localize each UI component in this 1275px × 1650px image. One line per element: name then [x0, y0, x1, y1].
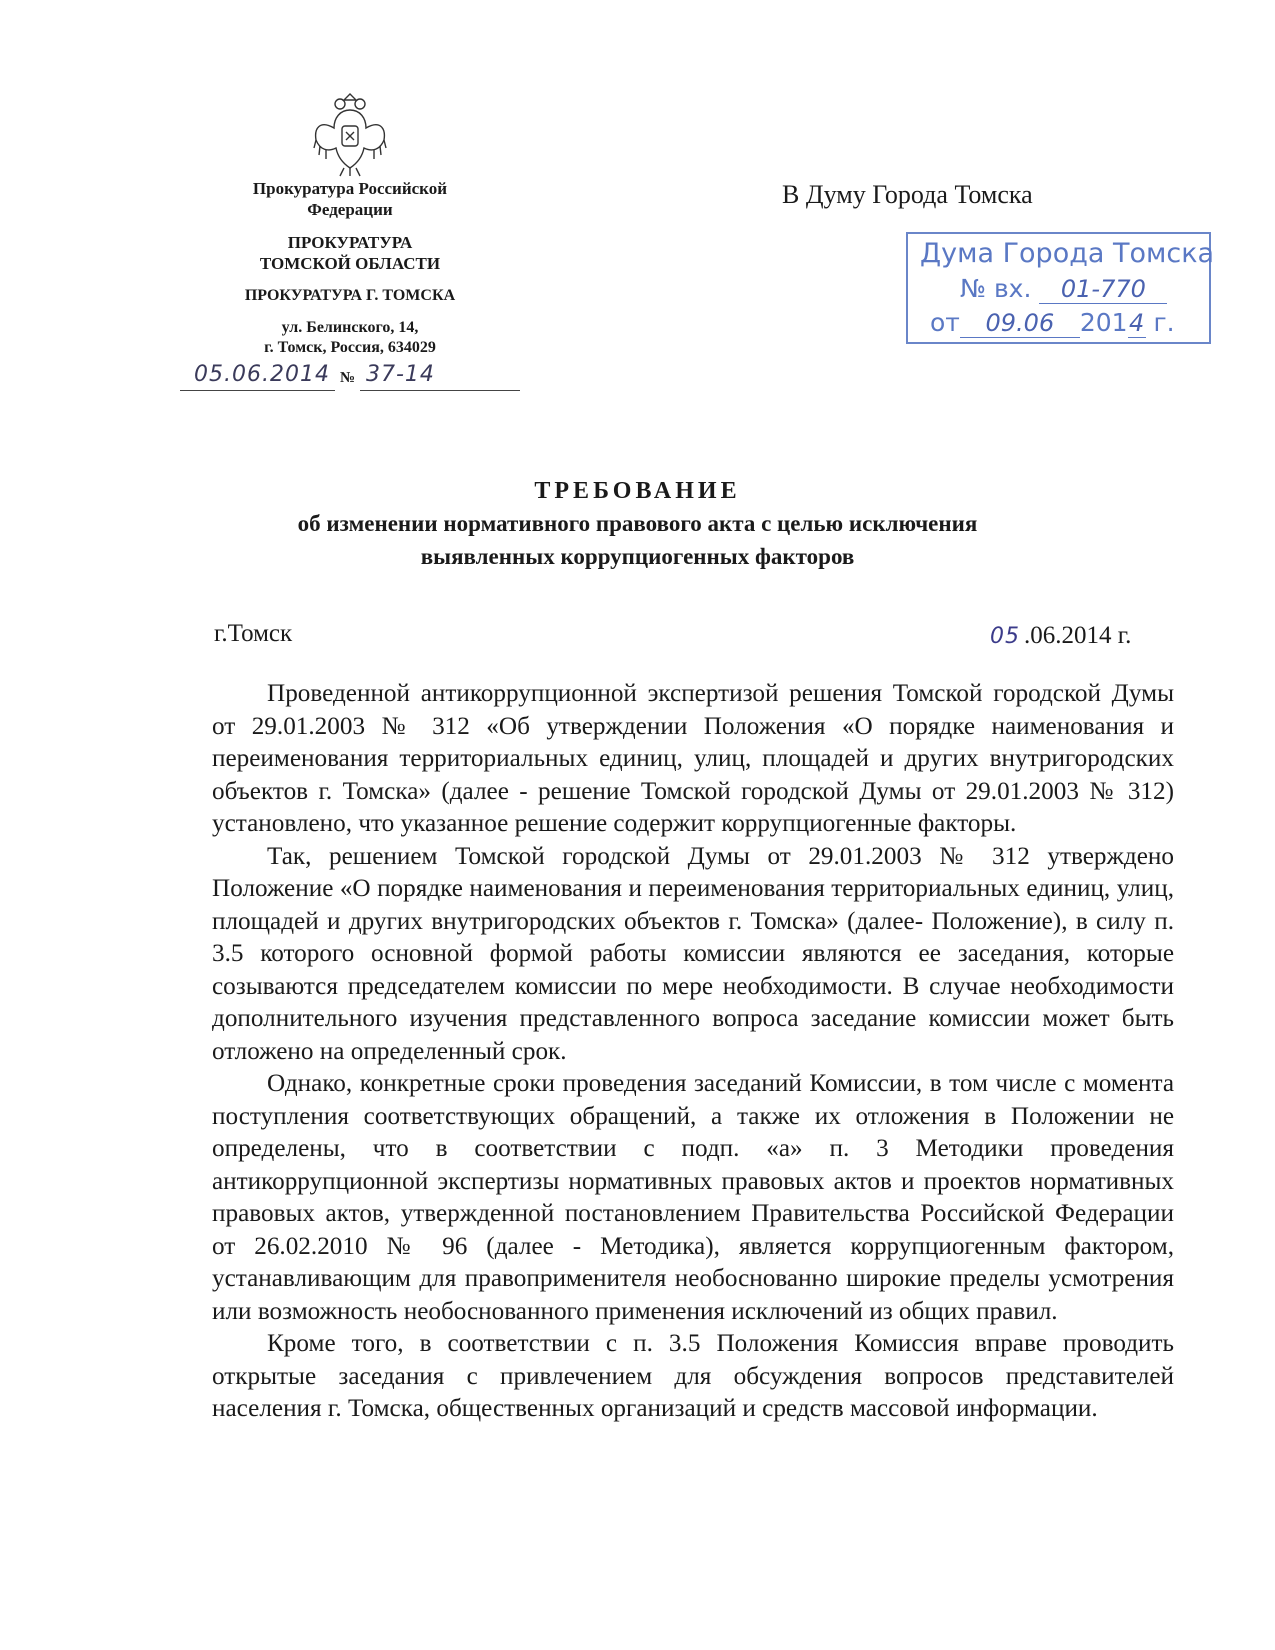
stamp-date-line [930, 308, 1175, 338]
city: г.Томск [214, 620, 293, 647]
paragraph-2: Так, решением Томской городской Думы от 29.01.2003 № 312 утверждено Положение «О порядке наименования и переименования территориальных единиц, улиц, площадей и других внутригородских объектов г. Томска» (далее- Положение), в силу п. 3.5 которого основной формой работы комиссии являются ее заседания, которые созываются председателем комиссии по мере необходимости. В случае необходимости дополнительного изучения представленного вопроса заседание комиссии может быть отложено на определенный срок. [212, 842, 1174, 1065]
document-date [990, 622, 1131, 650]
outgoing-date: 05.06.2014 [194, 362, 330, 387]
sender-address-2: г. Томск, Россия, 634029 [264, 339, 436, 356]
addressee: В Думу Города Томска [782, 180, 1033, 209]
sender-line-4: ТОМСКОЙ ОБЛАСТИ [259, 254, 441, 273]
stamp-from-date: 09.06 [985, 309, 1055, 337]
sender-line-5: ПРОКУРАТУРА Г. ТОМСКА [244, 287, 456, 304]
sender-line-1: Прокуратура Российской [252, 179, 448, 198]
document-title [0, 478, 1275, 573]
outgoing-number: 37-14 [366, 362, 435, 387]
stamp-in-number: 01-770 [1060, 275, 1146, 303]
stamp-from-label: от [930, 308, 960, 337]
paragraph-1: Проведенной антикоррупционной экспертизой решения Томской городской Думы от 29.01.2003 № 312 «Об утверждении Положения «О порядке наименования и переименования территориальных единиц, улиц, площадей и других внутригородских объектов г. Томска» (далее - решение Томской городской Думы от 29.01.2003 № 312) установлено, что указанное решение содержит коррупциогенные факторы. [212, 680, 1174, 837]
paragraph-4: Кроме того, в соответствии с п. 3.5 Положения Комиссия вправе проводить открытые заседания с привлечением для обсуждения вопросов представителей населения г. Томска, общественных организаций и средств массовой информации. [212, 1330, 1174, 1422]
document-body [212, 678, 1174, 1426]
sender-line-2: Федерации [307, 200, 393, 219]
stamp-year-digit: 4 [1128, 309, 1145, 337]
title-line-1: ТРЕБОВАНИЕ [534, 478, 741, 504]
paragraph-3: Однако, конкретные сроки проведения заседаний Комиссии, в том числе с момента поступления соответствующих обращений, а также их отложения в Положении не определены, что в соответствии с подп. «а» п. 3 Методики проведения антикоррупционной экспертизы нормативных правовых актов и проектов нормативных правовых актов, утвержденной постановлением Правительства Российской Федерации от 26.02.2010 № 96 (далее - Методика), является коррупциогенным фактором, устанавливающим для правоприменителя необоснованно широкие пределы усмотрения или возможность необоснованного применения исключений из общих правил. [212, 1070, 1174, 1325]
stamp-in-label: № вх. [960, 274, 1032, 303]
stamp-title: Дума Города Томска [920, 238, 1215, 269]
stamp-incoming-number-line [960, 274, 1167, 304]
outgoing-number-line [180, 360, 520, 394]
sender-line-3: ПРОКУРАТУРА [287, 233, 413, 252]
date-rest: .06.2014 г. [1024, 622, 1132, 649]
title-line-2: об изменении нормативного правового акта с целью исключения [297, 511, 978, 536]
stamp-year-prefix: 201 [1079, 308, 1128, 337]
coat-of-arms-icon [310, 88, 390, 178]
sender-block [180, 88, 520, 394]
incoming-stamp [906, 232, 1215, 344]
title-line-3: выявленных коррупциогенных факторов [420, 544, 855, 569]
sender-address-1: ул. Белинского, 14, [281, 319, 419, 336]
date-day: 05 [990, 624, 1020, 649]
stamp-year-suffix: г. [1153, 308, 1175, 337]
number-sign: № [340, 370, 356, 386]
